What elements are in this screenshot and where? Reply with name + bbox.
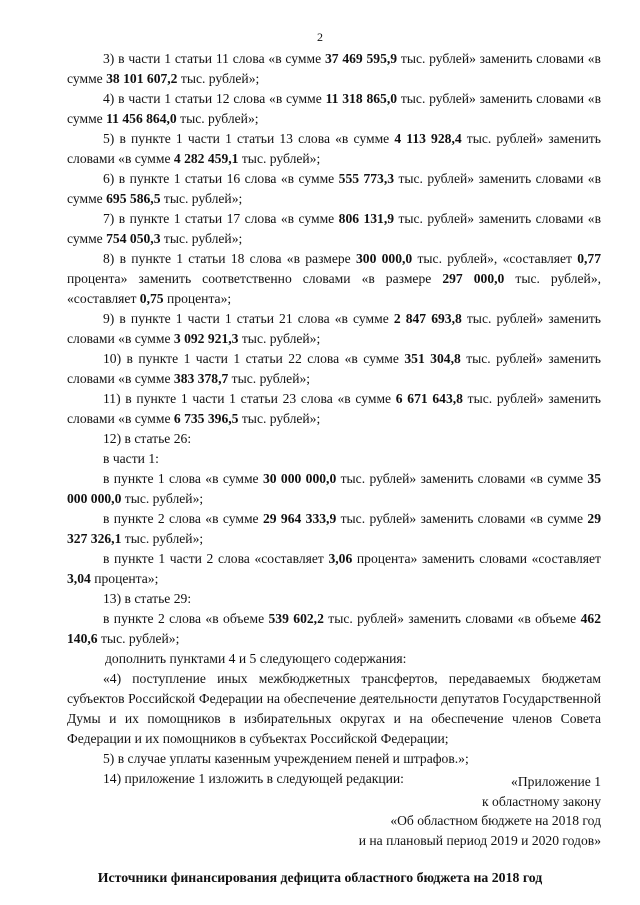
appendix-line-1: «Приложение 1 xyxy=(511,774,601,789)
amendment-item-14: 14) приложение 1 изложить в следующей редакции: xyxy=(103,771,404,786)
appendix-line-3: «Об областном бюджете на 2018 год xyxy=(390,813,601,828)
appendix-line-4: и на плановый период 2019 и 2020 годов» xyxy=(358,832,601,848)
quoted-point-5: 5) в случае уплаты казенным учреждением пеней и штрафов.»; xyxy=(103,751,469,766)
item-12-point-1: в пункте 1 слова «в сумме 30 000 000,0 тыс. рублей» заменить словами «в сумме 35 000 000,0 тыс. рублей»; xyxy=(67,471,601,506)
amendment-item-6: 6) в пункте 1 статьи 16 слова «в сумме 555 773,3 тыс. рублей» заменить словами «в сумме 695 586,5 тыс. рублей»; xyxy=(67,171,602,206)
section-title: Источники финансирования дефицита областного бюджета на 2018 год xyxy=(97,870,543,885)
appendix-line-2: к областному закону xyxy=(482,793,601,809)
amendment-item-13-heading: 13) в статье 29: xyxy=(103,591,192,606)
amendment-item-11: 11) в пункте 1 части 1 статьи 23 слова «в сумме 6 671 643,8 тыс. рублей» заменить словами «в сумме 6 735 396,5 тыс. рублей»; xyxy=(67,391,601,426)
amendment-item-5: 5) в пункте 1 части 1 статьи 13 слова «в сумме 4 113 928,4 тыс. рублей» заменить словами «в сумме 4 282 459,1 тыс. рублей»; xyxy=(67,131,601,166)
amendment-item-8: 8) в пункте 1 статьи 18 слова «в размере 300 000,0 тыс. рублей», «составляет 0,77 процента» заменить соответственно словами «в размере 297 000,0 тыс. рублей», «составляет 0,75 процента»; xyxy=(67,251,602,306)
amendment-item-4: 4) в части 1 статьи 12 слова «в сумме 11 318 865,0 тыс. рублей» заменить словами «в сумме 11 456 864,0 тыс. рублей»; xyxy=(67,91,601,126)
item-12-part-2: в пункте 1 части 2 слова «составляет 3,06 процента» заменить словами «составляет 3,04 процента»; xyxy=(67,551,601,586)
item-12-point-2: в пункте 2 слова «в сумме 29 964 333,9 тыс. рублей» заменить словами «в сумме 29 327 326,1 тыс. рублей»; xyxy=(67,511,601,546)
page-number: 2 xyxy=(317,30,323,44)
amendment-item-3: 3) в части 1 статьи 11 слова «в сумме 37 469 595,9 тыс. рублей» заменить словами «в сумме 38 101 607,2 тыс. рублей»; xyxy=(67,51,601,86)
quoted-point-4: «4) поступление иных межбюджетных трансфертов, передаваемых бюджетам субъектов Российской Федерации на обеспечение деятельности депутатов Государственной Думы и их помощников в избирательных округах и на обеспечение членов Совета Федерации и их помощников в субъектах Российской Федерации; xyxy=(67,671,601,746)
amendment-item-9: 9) в пункте 1 части 1 статьи 21 слова «в сумме 2 847 693,8 тыс. рублей» заменить словами «в сумме 3 092 921,3 тыс. рублей»; xyxy=(67,311,601,346)
appendix-header xyxy=(300,772,601,850)
amendment-item-12-heading: 12) в статье 26: xyxy=(103,431,192,446)
item-12-part-1: в части 1: xyxy=(103,451,159,466)
amendment-item-10: 10) в пункте 1 части 1 статьи 22 слова «в сумме 351 304,8 тыс. рублей» заменить словами «в сумме 383 378,7 тыс. рублей»; xyxy=(67,351,601,386)
amendment-item-7: 7) в пункте 1 статьи 17 слова «в сумме 806 131,9 тыс. рублей» заменить словами «в сумме 754 050,3 тыс. рублей»; xyxy=(67,211,602,246)
item-13-add-points: дополнить пунктами 4 и 5 следующего содержания: xyxy=(105,651,407,666)
item-13-point-2: в пункте 2 слова «в объеме 539 602,2 тыс. рублей» заменить словами «в объеме 462 140,6 тыс. рублей»; xyxy=(67,611,602,646)
document-body xyxy=(67,49,601,789)
